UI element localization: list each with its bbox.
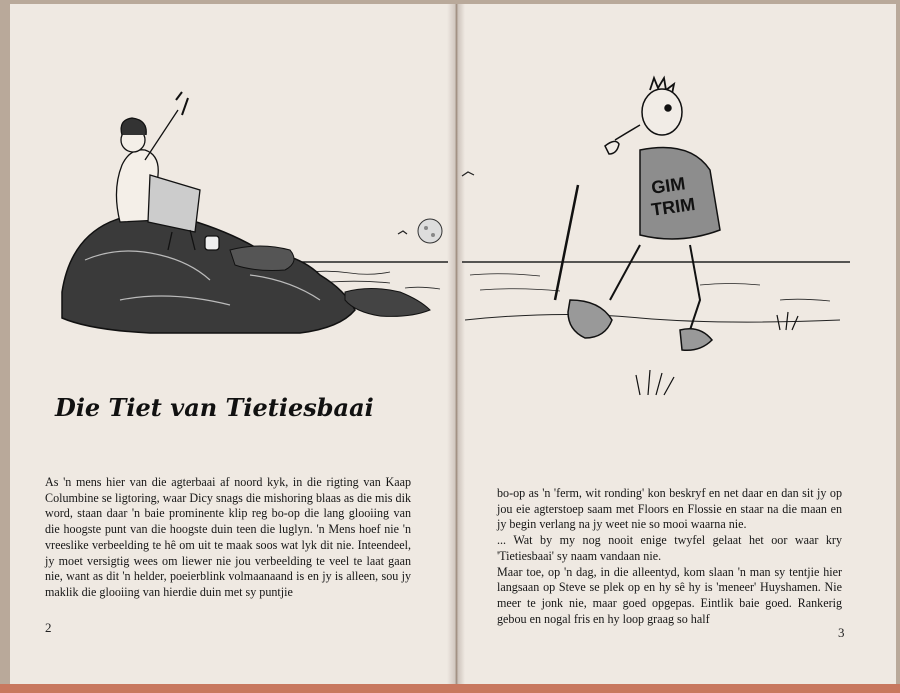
sun-icon	[418, 219, 442, 243]
right-page-text	[497, 486, 842, 627]
page-number-left: 2	[45, 620, 52, 635]
left-page-text	[45, 475, 411, 601]
rocks	[62, 213, 430, 333]
paragraph: ... Wat by my nog nooit enige twyfel gelaat het oor waar kry 'Tietiesbaai' sy naam vandaan nie.	[497, 533, 842, 563]
shirt-text-line1: GIM	[650, 173, 687, 198]
running-man	[555, 78, 720, 350]
grass-tuft-icon	[636, 312, 798, 395]
page-edge	[0, 684, 900, 693]
paragraph: As 'n mens hier van die agterbaai af noord kyk, in die rigting van Kaap Columbine se ligtoring, waar Dicy snags die mishoring blaas as die mis dik word, staan daar 'n baie prominente klip reg bo-op die lang glooiing van die hoogste punt van die hoogste duin teen die luglyn. 'n Mens hoef nie 'n vreeslike verbeelding te hê om uit te maak soos wat lyk dit nie. Inteendeel, jy moet versigtig wees om liewer nie jou verbeelding te veel te laat gaan nie, want as dit 'n helder, poeierblink volmaanaand is en jy is alleen, sou jy maklik die glooiing van hierdie duin met sy puntjie	[45, 475, 411, 599]
shirt-text-line2: TRIM	[650, 193, 697, 220]
page-number-right: 3	[838, 625, 845, 640]
paragraph: bo-op as 'n 'ferm, wit ronding' kon beskryf en net daar en dan sit jy op jou eie agterstoep saam met Floors en Flossie en staar na die maan en jy begin verlang na jy weet nie so mooi waarna nie.	[497, 486, 842, 532]
paragraph: Maar toe, op 'n dag, in die alleentyd, kom slaan 'n man sy tentjie hier langsaan op Steve se plek op en hy sê hy is 'meneer' Huyshamen. Nie meer te jonk nie, maar goed opgepas. Eintlik baie goed. Rankerig gebou en nogal fris en hy loop graag so half	[497, 564, 842, 626]
chapter-title: Die Tiet van Tietiesbaai	[55, 393, 374, 422]
